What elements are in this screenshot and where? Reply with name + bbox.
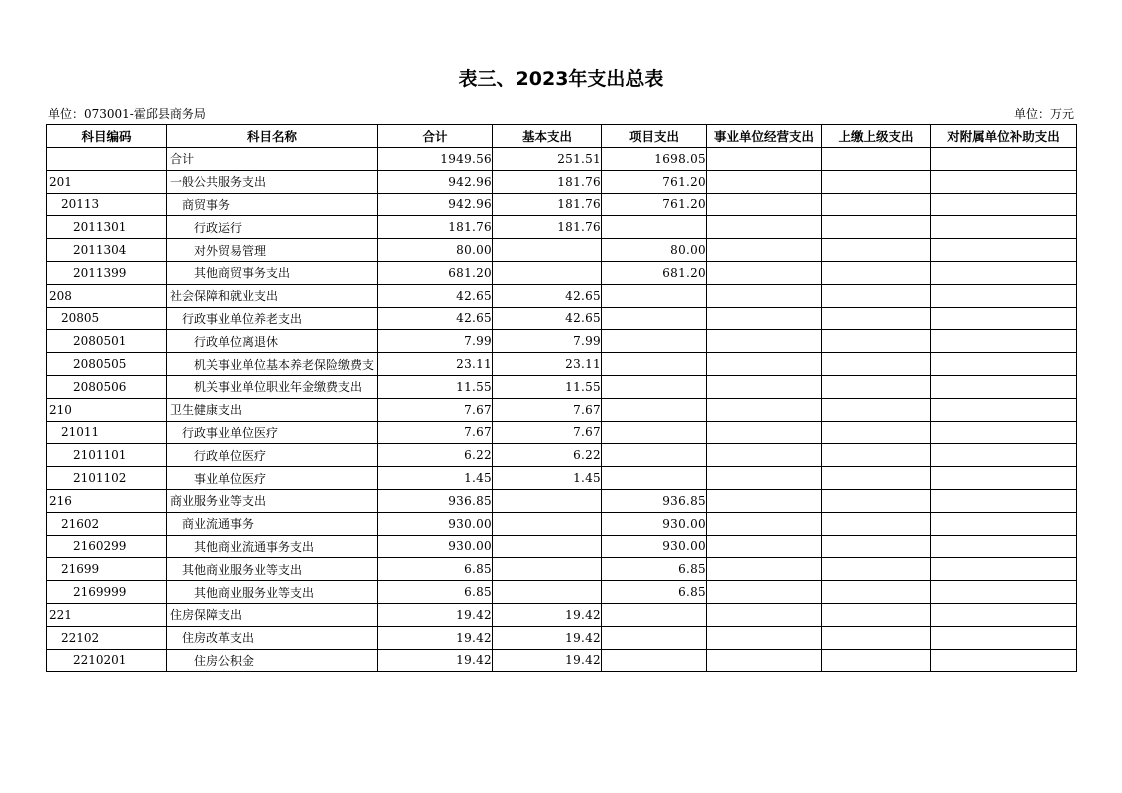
- cell-project: 6.85: [602, 581, 707, 604]
- cell-total: 1.45: [378, 467, 493, 490]
- cell-basic: [493, 581, 602, 604]
- cell-project: [602, 444, 707, 467]
- table-row: [47, 261, 1077, 284]
- cell-subsidy: [931, 284, 1077, 307]
- cell-code: 21699: [47, 558, 167, 581]
- cell-basic: 19.42: [493, 603, 602, 626]
- cell-business: [707, 649, 822, 672]
- expenditure-table: [46, 124, 1077, 672]
- cell-code: 2080506: [47, 375, 167, 398]
- cell-total: 19.42: [378, 603, 493, 626]
- table-row: [47, 353, 1077, 376]
- cell-subsidy: [931, 558, 1077, 581]
- cell-basic: 11.55: [493, 375, 602, 398]
- header-name: 科目名称: [167, 125, 378, 148]
- cell-project: [602, 353, 707, 376]
- header-subsidy: 对附属单位补助支出: [931, 125, 1077, 148]
- cell-subsidy: [931, 535, 1077, 558]
- cell-total: 42.65: [378, 307, 493, 330]
- cell-project: 930.00: [602, 535, 707, 558]
- cell-upper: [822, 284, 931, 307]
- table-row: [47, 626, 1077, 649]
- header-code: 科目编码: [47, 125, 167, 148]
- cell-upper: [822, 261, 931, 284]
- cell-basic: 6.22: [493, 444, 602, 467]
- cell-code: 2011399: [47, 261, 167, 284]
- cell-total: 181.76: [378, 216, 493, 239]
- cell-project: 930.00: [602, 512, 707, 535]
- cell-business: [707, 375, 822, 398]
- cell-subsidy: [931, 193, 1077, 216]
- header-project: 项目支出: [602, 125, 707, 148]
- cell-basic: [493, 489, 602, 512]
- cell-basic: [493, 239, 602, 262]
- cell-upper: [822, 581, 931, 604]
- cell-business: [707, 398, 822, 421]
- cell-name: 行政单位医疗: [167, 444, 378, 467]
- cell-basic: 23.11: [493, 353, 602, 376]
- cell-total: 11.55: [378, 375, 493, 398]
- cell-business: [707, 558, 822, 581]
- cell-subsidy: [931, 170, 1077, 193]
- cell-business: [707, 467, 822, 490]
- cell-project: [602, 467, 707, 490]
- table-row: [47, 649, 1077, 672]
- cell-name: 事业单位医疗: [167, 467, 378, 490]
- cell-basic: 42.65: [493, 284, 602, 307]
- cell-code: 21011: [47, 421, 167, 444]
- table-row: [47, 307, 1077, 330]
- cell-code: 216: [47, 489, 167, 512]
- cell-subsidy: [931, 216, 1077, 239]
- page-title: 表三、2023年支出总表: [458, 68, 664, 90]
- cell-basic: [493, 535, 602, 558]
- cell-upper: [822, 512, 931, 535]
- cell-code: 2011304: [47, 239, 167, 262]
- header-basic: 基本支出: [493, 125, 602, 148]
- cell-upper: [822, 626, 931, 649]
- cell-project: [602, 398, 707, 421]
- cell-project: [602, 421, 707, 444]
- cell-upper: [822, 421, 931, 444]
- cell-code: 2011301: [47, 216, 167, 239]
- cell-basic: 181.76: [493, 216, 602, 239]
- cell-project: [602, 284, 707, 307]
- cell-project: [602, 216, 707, 239]
- cell-project: 761.20: [602, 170, 707, 193]
- cell-upper: [822, 330, 931, 353]
- table-row: [47, 421, 1077, 444]
- cell-subsidy: [931, 330, 1077, 353]
- cell-project: 6.85: [602, 558, 707, 581]
- cell-basic: 251.51: [493, 148, 602, 171]
- header-upper: 上缴上级支出: [822, 125, 931, 148]
- cell-project: [602, 330, 707, 353]
- cell-total: 930.00: [378, 535, 493, 558]
- header-business: 事业单位经营支出: [707, 125, 822, 148]
- cell-business: [707, 330, 822, 353]
- cell-subsidy: [931, 512, 1077, 535]
- cell-project: [602, 603, 707, 626]
- cell-total: 19.42: [378, 626, 493, 649]
- cell-name: 其他商业服务业等支出: [167, 558, 378, 581]
- cell-total: 936.85: [378, 489, 493, 512]
- cell-business: [707, 284, 822, 307]
- unit-label-left: 单位：073001-霍邱县商务局: [48, 107, 206, 121]
- cell-upper: [822, 353, 931, 376]
- cell-subsidy: [931, 626, 1077, 649]
- cell-code: 22102: [47, 626, 167, 649]
- cell-subsidy: [931, 421, 1077, 444]
- cell-basic: 1.45: [493, 467, 602, 490]
- cell-project: 1698.05: [602, 148, 707, 171]
- cell-business: [707, 239, 822, 262]
- cell-subsidy: [931, 261, 1077, 284]
- cell-business: [707, 444, 822, 467]
- cell-code: 2169999: [47, 581, 167, 604]
- table-row: [47, 535, 1077, 558]
- cell-name: 其他商业服务业等支出: [167, 581, 378, 604]
- cell-total: 7.67: [378, 421, 493, 444]
- cell-project: 681.20: [602, 261, 707, 284]
- cell-code: 2080501: [47, 330, 167, 353]
- cell-code: 2080505: [47, 353, 167, 376]
- cell-upper: [822, 467, 931, 490]
- cell-upper: [822, 603, 931, 626]
- cell-total: 42.65: [378, 284, 493, 307]
- cell-code: 20805: [47, 307, 167, 330]
- cell-total: 681.20: [378, 261, 493, 284]
- cell-code: 208: [47, 284, 167, 307]
- cell-subsidy: [931, 239, 1077, 262]
- cell-total: 7.99: [378, 330, 493, 353]
- cell-name: 合计: [167, 148, 378, 171]
- table-body: [47, 148, 1077, 672]
- cell-business: [707, 261, 822, 284]
- cell-upper: [822, 216, 931, 239]
- cell-total: 7.67: [378, 398, 493, 421]
- table-row: [47, 558, 1077, 581]
- cell-project: [602, 626, 707, 649]
- cell-business: [707, 626, 822, 649]
- cell-business: [707, 193, 822, 216]
- cell-business: [707, 170, 822, 193]
- cell-name: 其他商业流通事务支出: [167, 535, 378, 558]
- cell-name: 住房公积金: [167, 649, 378, 672]
- cell-total: 942.96: [378, 170, 493, 193]
- table-row: [47, 284, 1077, 307]
- cell-upper: [822, 307, 931, 330]
- cell-business: [707, 421, 822, 444]
- cell-basic: 181.76: [493, 170, 602, 193]
- cell-business: [707, 603, 822, 626]
- cell-project: [602, 375, 707, 398]
- cell-name: 对外贸易管理: [167, 239, 378, 262]
- cell-basic: [493, 558, 602, 581]
- cell-business: [707, 148, 822, 171]
- cell-upper: [822, 148, 931, 171]
- cell-code: 21602: [47, 512, 167, 535]
- cell-subsidy: [931, 148, 1077, 171]
- cell-code: 2160299: [47, 535, 167, 558]
- cell-upper: [822, 239, 931, 262]
- cell-total: 23.11: [378, 353, 493, 376]
- cell-project: [602, 307, 707, 330]
- cell-name: 行政单位离退休: [167, 330, 378, 353]
- cell-total: 80.00: [378, 239, 493, 262]
- cell-name: 住房保障支出: [167, 603, 378, 626]
- cell-total: 1949.56: [378, 148, 493, 171]
- cell-project: 936.85: [602, 489, 707, 512]
- cell-subsidy: [931, 307, 1077, 330]
- cell-basic: 7.67: [493, 421, 602, 444]
- cell-name: 行政运行: [167, 216, 378, 239]
- cell-basic: 181.76: [493, 193, 602, 216]
- cell-upper: [822, 375, 931, 398]
- cell-code: 2101101: [47, 444, 167, 467]
- table-row: [47, 330, 1077, 353]
- cell-name: 商业流通事务: [167, 512, 378, 535]
- cell-name: 一般公共服务支出: [167, 170, 378, 193]
- cell-basic: 19.42: [493, 626, 602, 649]
- table-row: [47, 444, 1077, 467]
- cell-basic: 19.42: [493, 649, 602, 672]
- cell-subsidy: [931, 444, 1077, 467]
- cell-basic: 7.67: [493, 398, 602, 421]
- cell-business: [707, 353, 822, 376]
- table-row: [47, 375, 1077, 398]
- cell-code: 201: [47, 170, 167, 193]
- cell-code: 221: [47, 603, 167, 626]
- cell-subsidy: [931, 353, 1077, 376]
- cell-business: [707, 307, 822, 330]
- cell-subsidy: [931, 467, 1077, 490]
- table-row: [47, 489, 1077, 512]
- cell-business: [707, 216, 822, 239]
- cell-basic: 7.99: [493, 330, 602, 353]
- cell-name: 社会保障和就业支出: [167, 284, 378, 307]
- cell-subsidy: [931, 375, 1077, 398]
- cell-total: 930.00: [378, 512, 493, 535]
- cell-upper: [822, 558, 931, 581]
- table-row: [47, 467, 1077, 490]
- cell-total: 942.96: [378, 193, 493, 216]
- cell-code: 210: [47, 398, 167, 421]
- table-row: [47, 216, 1077, 239]
- cell-project: 761.20: [602, 193, 707, 216]
- cell-code: 2210201: [47, 649, 167, 672]
- cell-name: 行政事业单位医疗: [167, 421, 378, 444]
- cell-upper: [822, 489, 931, 512]
- table-row: [47, 512, 1077, 535]
- table-row: [47, 148, 1077, 171]
- cell-basic: 42.65: [493, 307, 602, 330]
- cell-name: 住房改革支出: [167, 626, 378, 649]
- table-row: [47, 581, 1077, 604]
- cell-total: 19.42: [378, 649, 493, 672]
- cell-business: [707, 535, 822, 558]
- cell-total: 6.22: [378, 444, 493, 467]
- cell-project: [602, 649, 707, 672]
- cell-name: 卫生健康支出: [167, 398, 378, 421]
- table-row: [47, 239, 1077, 262]
- table-row: [47, 170, 1077, 193]
- cell-upper: [822, 649, 931, 672]
- cell-code: 20113: [47, 193, 167, 216]
- cell-name: 机关事业单位基本养老保险缴费支: [167, 353, 378, 376]
- cell-code: 2101102: [47, 467, 167, 490]
- cell-subsidy: [931, 398, 1077, 421]
- cell-upper: [822, 535, 931, 558]
- cell-basic: [493, 512, 602, 535]
- cell-business: [707, 512, 822, 535]
- cell-code: [47, 148, 167, 171]
- cell-upper: [822, 193, 931, 216]
- cell-upper: [822, 398, 931, 421]
- cell-subsidy: [931, 603, 1077, 626]
- cell-total: 6.85: [378, 558, 493, 581]
- table-header-row: [47, 125, 1077, 148]
- cell-upper: [822, 444, 931, 467]
- cell-business: [707, 489, 822, 512]
- table-row: [47, 193, 1077, 216]
- cell-name: 商业服务业等支出: [167, 489, 378, 512]
- cell-name: 行政事业单位养老支出: [167, 307, 378, 330]
- header-total: 合计: [378, 125, 493, 148]
- cell-name: 商贸事务: [167, 193, 378, 216]
- cell-project: 80.00: [602, 239, 707, 262]
- cell-name: 机关事业单位职业年金缴费支出: [167, 375, 378, 398]
- cell-subsidy: [931, 489, 1077, 512]
- cell-subsidy: [931, 649, 1077, 672]
- table-row: [47, 398, 1077, 421]
- cell-basic: [493, 261, 602, 284]
- cell-name: 其他商贸事务支出: [167, 261, 378, 284]
- cell-total: 6.85: [378, 581, 493, 604]
- cell-upper: [822, 170, 931, 193]
- cell-subsidy: [931, 581, 1077, 604]
- unit-label-right: 单位：万元: [1013, 107, 1074, 121]
- table-row: [47, 603, 1077, 626]
- cell-business: [707, 581, 822, 604]
